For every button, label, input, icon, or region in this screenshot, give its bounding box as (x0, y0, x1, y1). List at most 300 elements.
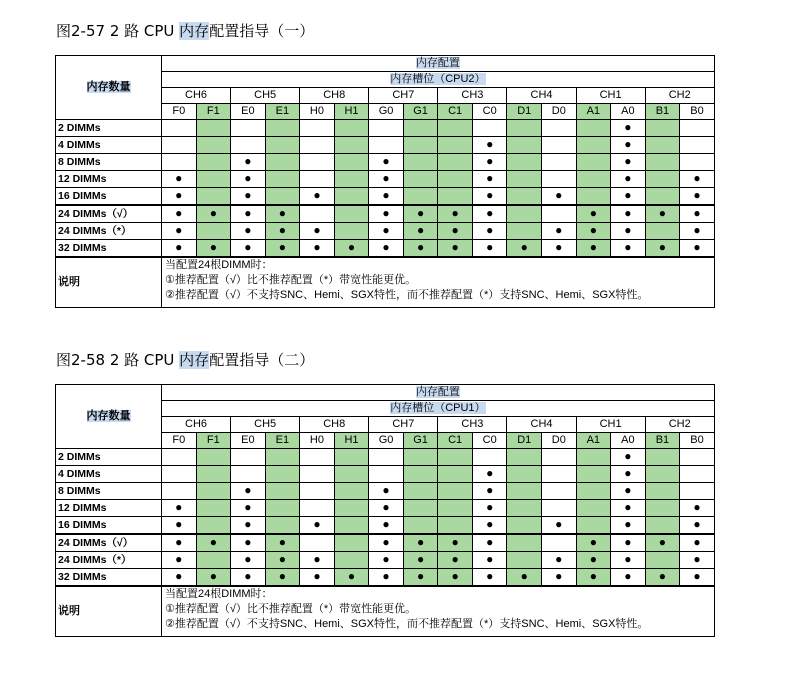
slot-value-cell (334, 171, 369, 188)
slot-value-cell (576, 534, 611, 552)
populated-dot: ● (624, 188, 632, 202)
populated-dot: ● (589, 240, 597, 254)
slot-value-cell (507, 534, 542, 552)
slot-value-cell (680, 137, 715, 154)
slot-cell: G1 (403, 433, 438, 449)
slot-value-cell (403, 466, 438, 483)
slot-cell: E1 (265, 104, 300, 120)
row-label: 8 DIMMs (56, 483, 162, 500)
table-row (56, 500, 715, 517)
slot-value-cell (162, 240, 197, 258)
populated-dot: ● (416, 240, 425, 254)
slot-value-cell (403, 552, 438, 569)
populated-dot: ● (658, 569, 667, 583)
slot-value-cell (576, 171, 611, 188)
slot-value-cell (645, 534, 680, 552)
populated-dot: ● (486, 154, 494, 168)
populated-dot: ● (486, 137, 494, 151)
slot-value-cell (162, 569, 197, 587)
row-label: 12 DIMMs (56, 500, 162, 517)
slot-value-cell (369, 240, 404, 258)
slot-cell: C1 (438, 104, 473, 120)
slot-value-cell (265, 466, 300, 483)
slot-value-cell (231, 171, 266, 188)
description-row (56, 257, 715, 308)
populated-dot: ● (416, 535, 425, 549)
slot-value-cell (369, 483, 404, 500)
populated-dot: ● (278, 206, 287, 220)
slot-value-cell (300, 517, 335, 535)
table-row (56, 154, 715, 171)
populated-dot: ● (382, 483, 390, 497)
populated-dot: ● (624, 552, 632, 566)
populated-dot: ● (624, 171, 632, 185)
slot-value-cell (507, 483, 542, 500)
slot-value-cell (576, 552, 611, 569)
slot-cell: B1 (645, 433, 680, 449)
slot-value-cell (645, 188, 680, 206)
slot-value-cell (369, 120, 404, 137)
row-label: 24 DIMMs（*） (56, 552, 162, 569)
populated-dot: ● (555, 223, 563, 237)
table-row (56, 171, 715, 188)
slot-value-cell (231, 205, 266, 223)
populated-dot: ● (209, 240, 217, 254)
slot-value-cell (438, 120, 473, 137)
slot-value-cell (265, 534, 300, 552)
header-row-top (56, 56, 715, 72)
table-row (56, 120, 715, 137)
slot-value-cell (645, 120, 680, 137)
populated-dot: ● (244, 240, 252, 254)
slot-value-cell (645, 483, 680, 500)
figure-title-1 (56, 20, 314, 41)
slot-cell: E0 (231, 433, 266, 449)
slot-value-cell (507, 517, 542, 535)
populated-dot: ● (658, 206, 667, 220)
slot-value-cell (576, 240, 611, 258)
populated-dot: ● (486, 483, 494, 497)
populated-dot: ● (244, 500, 252, 514)
populated-dot: ● (555, 188, 563, 202)
slot-value-cell (196, 240, 231, 258)
populated-dot: ● (693, 500, 701, 514)
populated-dot: ● (693, 171, 701, 185)
description-line: ①推荐配置（√）比不推荐配置（*）带宽性能更优。 (165, 603, 417, 615)
description-label: 说明 (56, 257, 162, 308)
memory-config-table-cpu2 (55, 55, 715, 308)
slot-value-cell (645, 466, 680, 483)
slot-value-cell (507, 223, 542, 240)
slot-value-cell (300, 534, 335, 552)
populated-dot: ● (209, 535, 217, 549)
slot-value-cell (265, 500, 300, 517)
channel-cell: CH2 (645, 417, 714, 433)
slot-value-cell (611, 534, 646, 552)
populated-dot: ● (175, 188, 183, 202)
slot-value-cell (369, 569, 404, 587)
slot-value-cell (507, 449, 542, 466)
slot-value-cell (680, 188, 715, 206)
slot-value-cell (472, 188, 507, 206)
slot-value-cell (576, 137, 611, 154)
slot-value-cell (542, 137, 577, 154)
populated-dot: ● (624, 535, 632, 549)
populated-dot: ● (486, 171, 494, 185)
slot-value-cell (300, 500, 335, 517)
slot-value-cell (680, 483, 715, 500)
slot-value-cell (680, 154, 715, 171)
title-suffix: 配置指导（二） (209, 351, 315, 369)
slot-value-cell (645, 552, 680, 569)
populated-dot: ● (416, 569, 425, 583)
slot-value-cell (369, 552, 404, 569)
row-label: 24 DIMMs（√） (56, 205, 162, 223)
slot-value-cell (542, 188, 577, 206)
slot-cell: B0 (680, 104, 715, 120)
title-prefix: 2 路 CPU (105, 22, 180, 40)
populated-dot: ● (693, 552, 701, 566)
description-label: 说明 (56, 586, 162, 637)
populated-dot: ● (693, 206, 701, 220)
description-line: 当配置24根DIMM时： (165, 588, 273, 600)
slot-value-cell (162, 154, 197, 171)
populated-dot: ● (451, 569, 459, 583)
slot-value-cell (680, 205, 715, 223)
slot-value-cell (162, 120, 197, 137)
populated-dot: ● (624, 569, 632, 583)
populated-dot: ● (278, 569, 287, 583)
slot-value-cell (196, 534, 231, 552)
slot-value-cell (196, 517, 231, 535)
slot-value-cell (472, 517, 507, 535)
slot-value-cell (196, 466, 231, 483)
slot-value-cell (472, 171, 507, 188)
channel-cell: CH5 (231, 88, 300, 104)
slot-value-cell (438, 517, 473, 535)
populated-dot: ● (451, 535, 459, 549)
populated-dot: ● (624, 206, 632, 220)
slot-value-cell (576, 569, 611, 587)
slot-cell: H0 (300, 433, 335, 449)
slot-value-cell (576, 120, 611, 137)
slot-value-cell (300, 240, 335, 258)
slot-value-cell (576, 188, 611, 206)
slot-value-cell (403, 517, 438, 535)
slot-value-cell (162, 188, 197, 206)
slot-value-cell (334, 500, 369, 517)
slot-value-cell (231, 188, 266, 206)
slot-value-cell (334, 240, 369, 258)
slot-value-cell (265, 205, 300, 223)
slot-value-cell (472, 500, 507, 517)
description-line: ②推荐配置（√）不支持SNC、Hemi、SGX特性，而不推荐配置（*）支持SNC、Hemi、SGX特性。 (165, 618, 649, 630)
populated-dot: ● (175, 552, 183, 566)
slot-value-cell (611, 154, 646, 171)
header-memory-config (162, 56, 715, 72)
slot-value-cell (334, 154, 369, 171)
populated-dot: ● (624, 137, 632, 151)
slot-value-cell (611, 240, 646, 258)
populated-dot: ● (451, 223, 459, 237)
populated-dot: ● (244, 171, 252, 185)
slot-cell: H1 (334, 104, 369, 120)
populated-dot: ● (416, 552, 425, 566)
populated-dot: ● (382, 517, 390, 531)
slot-value-cell (611, 223, 646, 240)
slot-value-cell (680, 569, 715, 587)
slot-cell: A1 (576, 104, 611, 120)
slot-value-cell (542, 569, 577, 587)
populated-dot: ● (175, 569, 183, 583)
populated-dot: ● (486, 569, 494, 583)
slot-value-cell (300, 137, 335, 154)
row-label: 8 DIMMs (56, 154, 162, 171)
slot-value-cell (231, 569, 266, 587)
slot-value-cell (507, 500, 542, 517)
slot-value-cell (576, 449, 611, 466)
description-row (56, 586, 715, 637)
slot-value-cell (472, 154, 507, 171)
slot-value-cell (403, 223, 438, 240)
slot-value-cell (334, 205, 369, 223)
slot-value-cell (369, 205, 404, 223)
populated-dot: ● (624, 240, 632, 254)
slot-value-cell (196, 205, 231, 223)
slot-cell: H1 (334, 433, 369, 449)
slot-value-cell (438, 569, 473, 587)
populated-dot: ● (624, 154, 632, 168)
populated-dot: ● (520, 240, 528, 254)
slot-value-cell (231, 517, 266, 535)
slot-value-cell (403, 500, 438, 517)
slot-value-cell (472, 569, 507, 587)
slot-value-cell (507, 552, 542, 569)
slot-value-cell (507, 466, 542, 483)
channel-cell: CH3 (438, 88, 507, 104)
table-row (56, 223, 715, 240)
slot-value-cell (611, 483, 646, 500)
slot-value-cell (472, 449, 507, 466)
slot-value-cell (265, 552, 300, 569)
slot-value-cell (576, 466, 611, 483)
slot-value-cell (645, 154, 680, 171)
channel-cell: CH7 (369, 88, 438, 104)
slot-value-cell (334, 517, 369, 535)
slot-value-cell (265, 154, 300, 171)
table-row (56, 534, 715, 552)
slot-value-cell (438, 534, 473, 552)
header-memory-config (162, 385, 715, 401)
channel-cell: CH5 (231, 417, 300, 433)
table-row (56, 483, 715, 500)
slot-value-cell (369, 171, 404, 188)
populated-dot: ● (244, 206, 252, 220)
header-slot-cpu-label: 内存槽位（CPU2） (390, 73, 486, 85)
slot-value-cell (438, 466, 473, 483)
slot-value-cell (576, 500, 611, 517)
populated-dot: ● (624, 466, 632, 480)
slot-value-cell (300, 223, 335, 240)
populated-dot: ● (382, 223, 390, 237)
slot-value-cell (507, 154, 542, 171)
slot-value-cell (403, 154, 438, 171)
description-line: ②推荐配置（√）不支持SNC、Hemi、SGX特性，而不推荐配置（*）支持SNC、Hemi、SGX特性。 (165, 289, 649, 301)
slot-cell: G1 (403, 104, 438, 120)
channel-cell: CH6 (162, 88, 231, 104)
slot-value-cell (162, 534, 197, 552)
populated-dot: ● (313, 240, 321, 254)
slot-value-cell (403, 205, 438, 223)
row-header-label: 内存数量 (86, 410, 131, 422)
row-label: 4 DIMMs (56, 466, 162, 483)
slot-value-cell (369, 534, 404, 552)
slot-value-cell (162, 223, 197, 240)
slot-cell: D1 (507, 433, 542, 449)
slot-value-cell (369, 154, 404, 171)
table-row (56, 205, 715, 223)
slot-value-cell (265, 240, 300, 258)
slot-value-cell (265, 517, 300, 535)
slot-value-cell (369, 188, 404, 206)
slot-cell: F1 (196, 433, 231, 449)
populated-dot: ● (382, 552, 390, 566)
row-label: 4 DIMMs (56, 137, 162, 154)
slot-value-cell (576, 205, 611, 223)
slot-value-cell (611, 500, 646, 517)
row-label: 32 DIMMs (56, 240, 162, 258)
populated-dot: ● (278, 240, 287, 254)
populated-dot: ● (382, 569, 390, 583)
populated-dot: ● (244, 483, 252, 497)
row-label: 24 DIMMs（√） (56, 534, 162, 552)
slot-value-cell (369, 137, 404, 154)
slot-value-cell (196, 449, 231, 466)
slot-value-cell (507, 137, 542, 154)
populated-dot: ● (693, 188, 701, 202)
populated-dot: ● (175, 535, 183, 549)
row-label: 2 DIMMs (56, 120, 162, 137)
populated-dot: ● (175, 240, 183, 254)
populated-dot: ● (624, 449, 632, 463)
row-header-cell (56, 385, 162, 449)
slot-value-cell (265, 171, 300, 188)
slot-value-cell (542, 517, 577, 535)
slot-value-cell (231, 449, 266, 466)
channel-cell: CH6 (162, 417, 231, 433)
slot-cell: D0 (542, 104, 577, 120)
table-row (56, 569, 715, 587)
slot-value-cell (334, 188, 369, 206)
slot-value-cell (680, 449, 715, 466)
populated-dot: ● (693, 535, 701, 549)
slot-value-cell (300, 205, 335, 223)
slot-cell: H0 (300, 104, 335, 120)
populated-dot: ● (624, 223, 632, 237)
populated-dot: ● (624, 120, 632, 134)
populated-dot: ● (486, 517, 494, 531)
channel-cell: CH1 (576, 417, 645, 433)
populated-dot: ● (382, 535, 390, 549)
title-highlight: 内存 (179, 351, 210, 369)
populated-dot: ● (555, 240, 563, 254)
slot-value-cell (438, 500, 473, 517)
table-row (56, 552, 715, 569)
populated-dot: ● (313, 188, 321, 202)
slot-value-cell (334, 137, 369, 154)
slot-value-cell (231, 154, 266, 171)
figure-number: 图2-58 (56, 351, 106, 369)
slot-value-cell (472, 534, 507, 552)
slot-value-cell (231, 552, 266, 569)
populated-dot: ● (555, 569, 563, 583)
slot-value-cell (162, 205, 197, 223)
populated-dot: ● (382, 500, 390, 514)
slot-value-cell (231, 534, 266, 552)
slot-value-cell (507, 188, 542, 206)
slot-value-cell (403, 137, 438, 154)
slot-value-cell (369, 517, 404, 535)
populated-dot: ● (209, 206, 217, 220)
slot-value-cell (231, 500, 266, 517)
slot-value-cell (300, 171, 335, 188)
slot-value-cell (680, 552, 715, 569)
slot-value-cell (611, 205, 646, 223)
slot-value-cell (162, 500, 197, 517)
populated-dot: ● (278, 223, 287, 237)
populated-dot: ● (589, 552, 597, 566)
slot-value-cell (472, 120, 507, 137)
slot-value-cell (403, 449, 438, 466)
slot-value-cell (611, 171, 646, 188)
slot-value-cell (438, 205, 473, 223)
populated-dot: ● (624, 500, 632, 514)
slot-value-cell (576, 154, 611, 171)
slot-value-cell (542, 449, 577, 466)
populated-dot: ● (658, 240, 667, 254)
slot-value-cell (438, 240, 473, 258)
row-header-label: 内存数量 (86, 81, 131, 93)
slot-value-cell (438, 188, 473, 206)
table-row (56, 188, 715, 206)
slot-value-cell (265, 223, 300, 240)
slot-cell: F0 (162, 433, 197, 449)
slot-value-cell (162, 137, 197, 154)
header-slot-cpu-label: 内存槽位（CPU1） (390, 402, 486, 414)
populated-dot: ● (486, 466, 494, 480)
slot-value-cell (334, 120, 369, 137)
populated-dot: ● (520, 569, 528, 583)
slot-value-cell (611, 552, 646, 569)
memory-config-table-cpu1 (55, 384, 715, 637)
slot-value-cell (334, 449, 369, 466)
slot-value-cell (542, 223, 577, 240)
slot-value-cell (645, 223, 680, 240)
populated-dot: ● (382, 240, 390, 254)
slot-value-cell (472, 240, 507, 258)
slot-value-cell (196, 120, 231, 137)
slot-value-cell (196, 171, 231, 188)
populated-dot: ● (658, 535, 667, 549)
slot-value-cell (369, 449, 404, 466)
slot-value-cell (645, 171, 680, 188)
table-row (56, 137, 715, 154)
slot-cell: F1 (196, 104, 231, 120)
slot-value-cell (645, 569, 680, 587)
slot-value-cell (680, 171, 715, 188)
slot-value-cell (334, 552, 369, 569)
slot-value-cell (162, 552, 197, 569)
